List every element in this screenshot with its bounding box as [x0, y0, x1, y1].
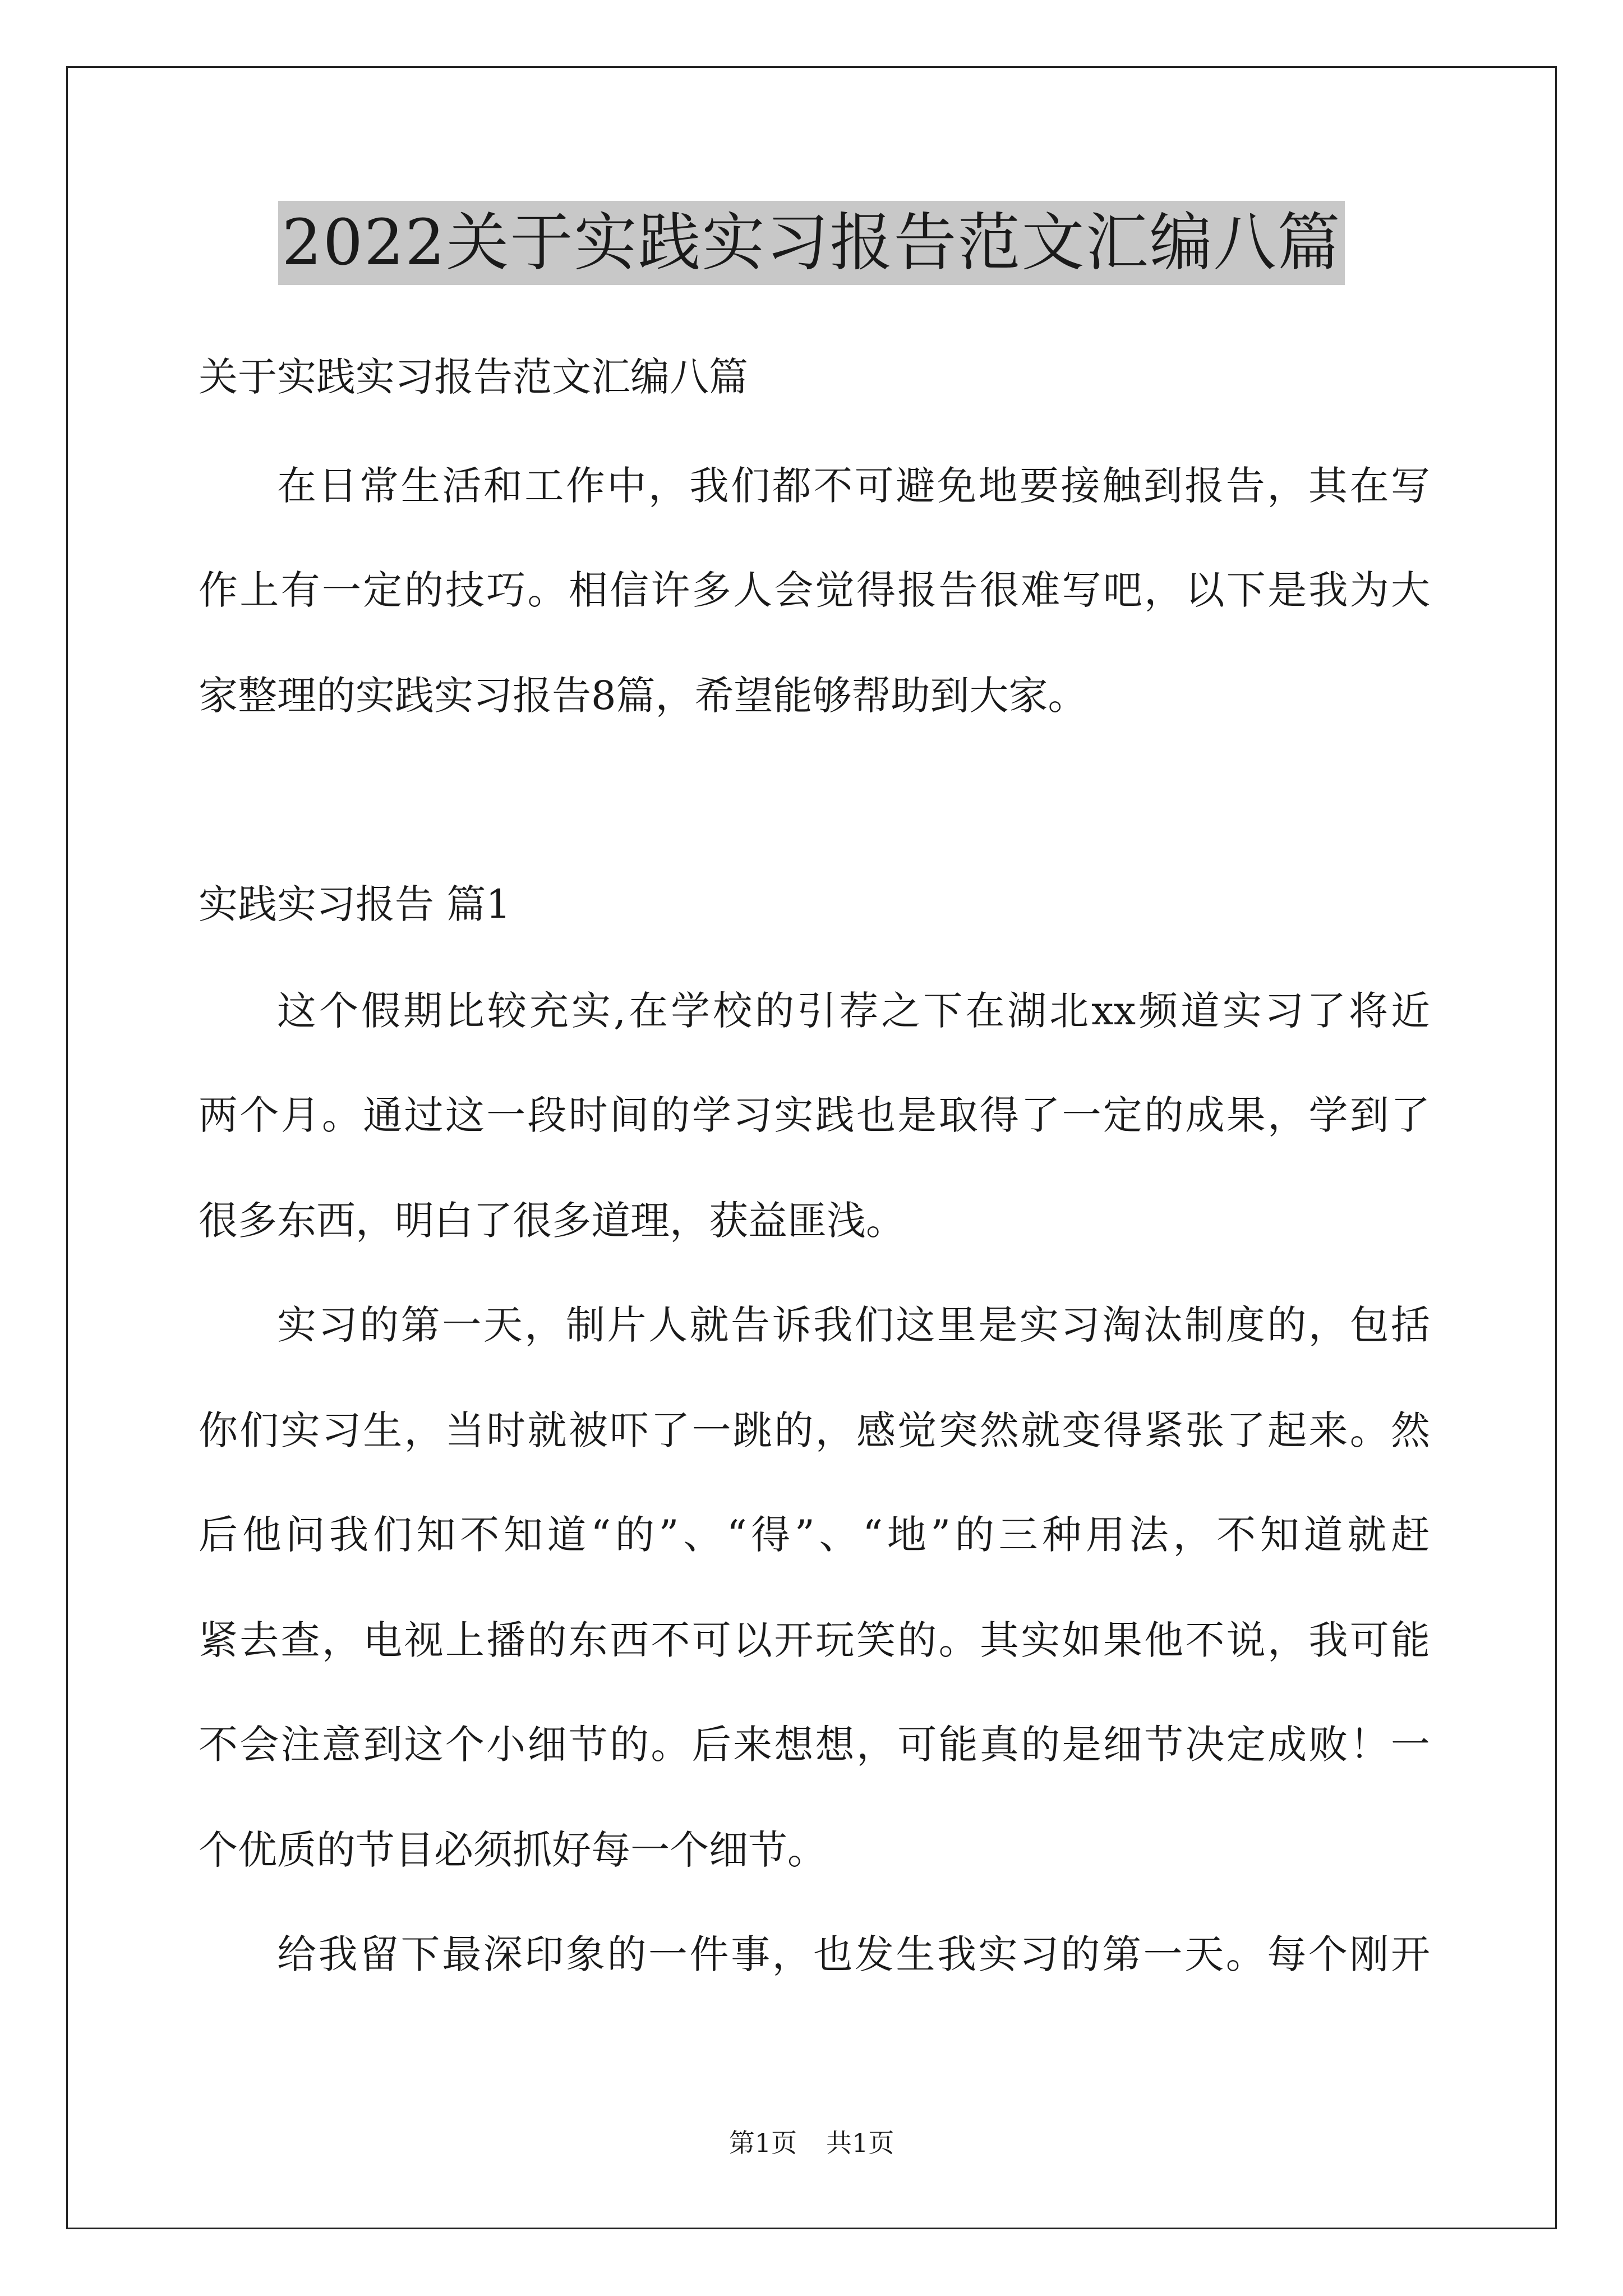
page-number: 第1页 [728, 2128, 797, 2158]
section-line-2: 两个月。通过这一段时间的学习实践也是取得了一定的成果，学到了 [199, 1092, 1430, 1138]
section-line-9: 个优质的节目必须抓好每一个细节。 [199, 1827, 827, 1873]
section-heading: 实践实习报告 篇1 [199, 881, 511, 927]
page-footer [0, 2126, 1623, 2160]
intro-line-1: 在日常生活和工作中，我们都不可避免地要接触到报告，其在写 [277, 463, 1430, 509]
document-title: 2022关于实践实习报告范文汇编八篇 [278, 201, 1344, 285]
title-container [0, 201, 1623, 285]
section-line-7: 紧去查，电视上播的东西不可以开玩笑的。其实如果他不说，我可能 [199, 1617, 1430, 1663]
section-line-6: 后他问我们知不知道“的”、“得”、“地”的三种用法，不知道就赶 [199, 1512, 1430, 1558]
document-subtitle: 关于实践实习报告范文汇编八篇 [199, 354, 748, 400]
section-line-3: 很多东西，明白了很多道理，获益匪浅。 [199, 1198, 905, 1244]
page-total: 共1页 [826, 2128, 895, 2158]
intro-line-2: 作上有一定的技巧。相信许多人会觉得报告很难写吧，以下是我为大 [199, 567, 1430, 613]
section-line-1: 这个假期比较充实,在学校的引荐之下在湖北xx频道实习了将近 [277, 988, 1430, 1034]
section-line-8: 不会注意到这个小细节的。后来想想，可能真的是细节决定成败！一 [199, 1722, 1430, 1768]
section-line-4: 实习的第一天，制片人就告诉我们这里是实习淘汰制度的，包括 [277, 1302, 1430, 1348]
section-line-10: 给我留下最深印象的一件事，也发生我实习的第一天。每个刚开 [277, 1931, 1430, 1977]
intro-line-3: 家整理的实践实习报告8篇，希望能够帮助到大家。 [199, 673, 1087, 719]
section-line-5: 你们实习生，当时就被吓了一跳的，感觉突然就变得紧张了起来。然 [199, 1407, 1430, 1453]
